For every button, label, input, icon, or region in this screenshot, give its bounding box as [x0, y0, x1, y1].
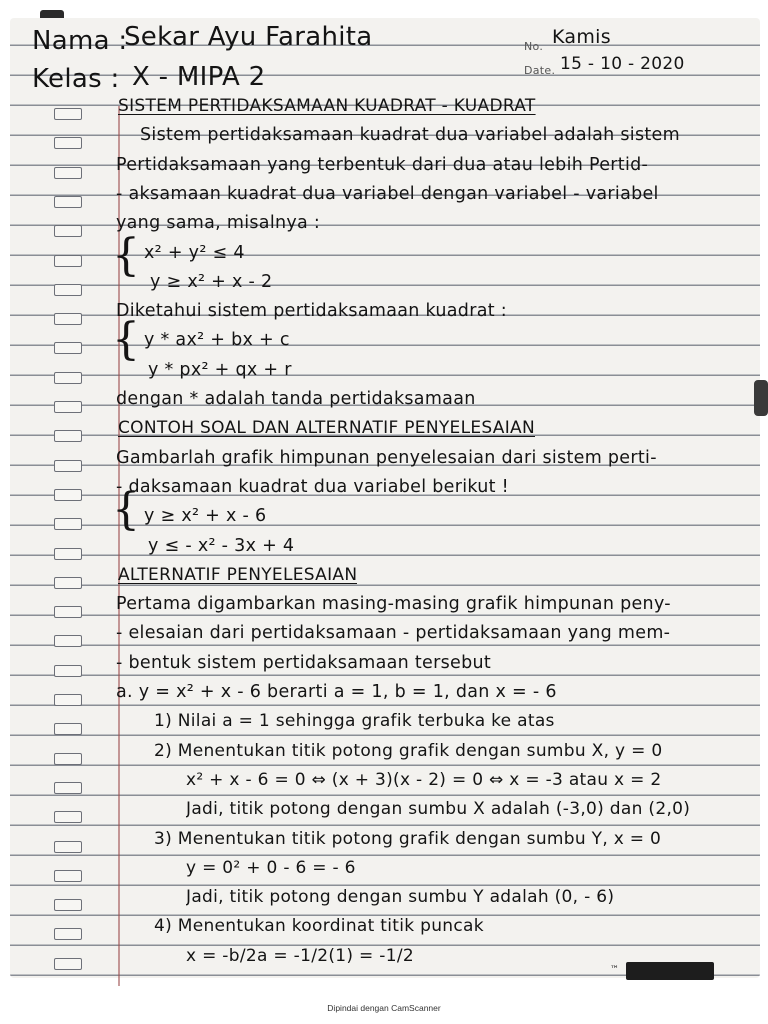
handwritten-line: - elesaian dari pertidaksamaan - pertidaksamaan yang mem-: [116, 623, 671, 644]
handwritten-line: - aksamaan kuadrat dua variabel dengan variabel - variabel: [116, 183, 659, 204]
line-checkbox: [54, 401, 82, 413]
line-checkbox: [54, 928, 82, 940]
handwritten-line: ALTERNATIF PENYELESAIAN: [118, 564, 358, 585]
handwritten-line: SISTEM PERTIDAKSAMAAN KUADRAT - KUADRAT: [118, 96, 536, 116]
line-checkbox: [54, 694, 82, 706]
line-checkbox: [54, 430, 82, 442]
handwritten-line: 4) Menentukan koordinat titik puncak: [154, 916, 484, 937]
line-checkbox: [54, 635, 82, 647]
kelas-label: Kelas :: [32, 64, 120, 94]
line-checkbox: [54, 372, 82, 384]
handwritten-line: Gambarlah grafik himpunan penyelesaian dari sistem perti-: [116, 447, 657, 468]
handwritten-line: Sistem pertidaksamaan kuadrat dua variabel adalah sistem: [140, 125, 680, 146]
line-checkbox: [54, 255, 82, 267]
handwritten-line: y = 0² + 0 - 6 = - 6: [186, 857, 356, 878]
line-checkbox: [54, 577, 82, 589]
system-brace-3: {: [112, 484, 140, 535]
handwritten-line: y ≥ x² + x - 6: [144, 506, 267, 527]
line-checkbox: [54, 137, 82, 149]
line-checkbox: [54, 225, 82, 237]
line-checkbox: [54, 548, 82, 560]
line-checkbox: [54, 342, 82, 354]
nama-label: Nama :: [32, 26, 128, 56]
line-checkbox: [54, 665, 82, 677]
line-checkbox: [54, 870, 82, 882]
handwritten-line: 3) Menentukan titik potong grafik dengan sumbu Y, x = 0: [154, 828, 662, 849]
line-checkbox: [54, 811, 82, 823]
line-checkbox: [54, 518, 82, 530]
kelas-value: X - MIPA 2: [132, 62, 266, 92]
line-checkbox: [54, 753, 82, 765]
line-checkbox: [54, 489, 82, 501]
line-checkbox: [54, 841, 82, 853]
handwritten-line: y * ax² + bx + c: [144, 330, 290, 351]
system-brace-2: {: [112, 314, 140, 365]
line-checkbox: [54, 108, 82, 120]
line-checkbox: [54, 606, 82, 618]
system-brace-1: {: [112, 230, 140, 281]
date-value: 15 - 10 - 2020: [560, 54, 685, 74]
line-checkbox: [54, 313, 82, 325]
scanner-mark: ™: [610, 965, 619, 975]
handwritten-line: dengan * adalah tanda pertidaksamaan: [116, 389, 476, 409]
handwritten-line: - bentuk sistem pertidaksamaan tersebut: [116, 652, 492, 673]
handwritten-line: y * px² + qx + r: [148, 359, 292, 380]
date-label: Date.: [524, 64, 556, 77]
handwritten-line: Jadi, titik potong dengan sumbu X adalah (-3,0) dan (2,0): [186, 799, 691, 820]
line-checkbox: [54, 196, 82, 208]
handwritten-line: - daksamaan kuadrat dua variabel berikut !: [116, 476, 510, 497]
scanner-note: Dipindai dengan CamScanner: [327, 1003, 441, 1013]
no-label: No.: [524, 40, 544, 53]
handwritten-line: yang sama, misalnya :: [116, 213, 321, 234]
handwritten-line: 2) Menentukan titik potong grafik dengan sumbu X, y = 0: [154, 740, 663, 761]
line-checkbox: [54, 723, 82, 735]
no-value: Kamis: [552, 26, 611, 48]
handwritten-line: x² + x - 6 = 0 ⇔ (x + 3)(x - 2) = 0 ⇔ x = -3 atau x = 2: [186, 769, 662, 790]
line-checkbox: [54, 899, 82, 911]
handwritten-line: CONTOH SOAL DAN ALTERNATIF PENYELESAIAN: [118, 418, 535, 439]
nama-value: Sekar Ayu Farahita: [124, 22, 373, 52]
handwritten-line: y ≤ - x² - 3x + 4: [148, 535, 295, 556]
handwritten-line: x = -b/2a = -1/2(1) = -1/2: [186, 945, 414, 966]
camscanner-logo: [626, 962, 714, 980]
line-checkbox: [54, 167, 82, 179]
handwritten-line: x² + y² ≤ 4: [144, 242, 245, 263]
handwritten-line: Jadi, titik potong dengan sumbu Y adalah (0, - 6): [186, 887, 615, 908]
handwritten-line: 1) Nilai a = 1 sehingga grafik terbuka ke atas: [154, 711, 555, 732]
handwritten-line: a. y = x² + x - 6 berarti a = 1, b = 1, dan x = - 6: [116, 682, 557, 702]
line-checkbox: [54, 284, 82, 296]
handwritten-line: Diketahui sistem pertidaksamaan kuadrat :: [116, 301, 507, 322]
handwritten-line: y ≥ x² + x - 2: [150, 271, 273, 292]
handwritten-line: Pertama digambarkan masing-masing grafik himpunan peny-: [116, 594, 671, 615]
line-checkbox: [54, 958, 82, 970]
side-clip: [754, 380, 768, 416]
line-checkbox: [54, 782, 82, 794]
handwritten-line: Pertidaksamaan yang terbentuk dari dua atau lebih Pertid-: [116, 154, 649, 175]
line-checkbox: [54, 460, 82, 472]
